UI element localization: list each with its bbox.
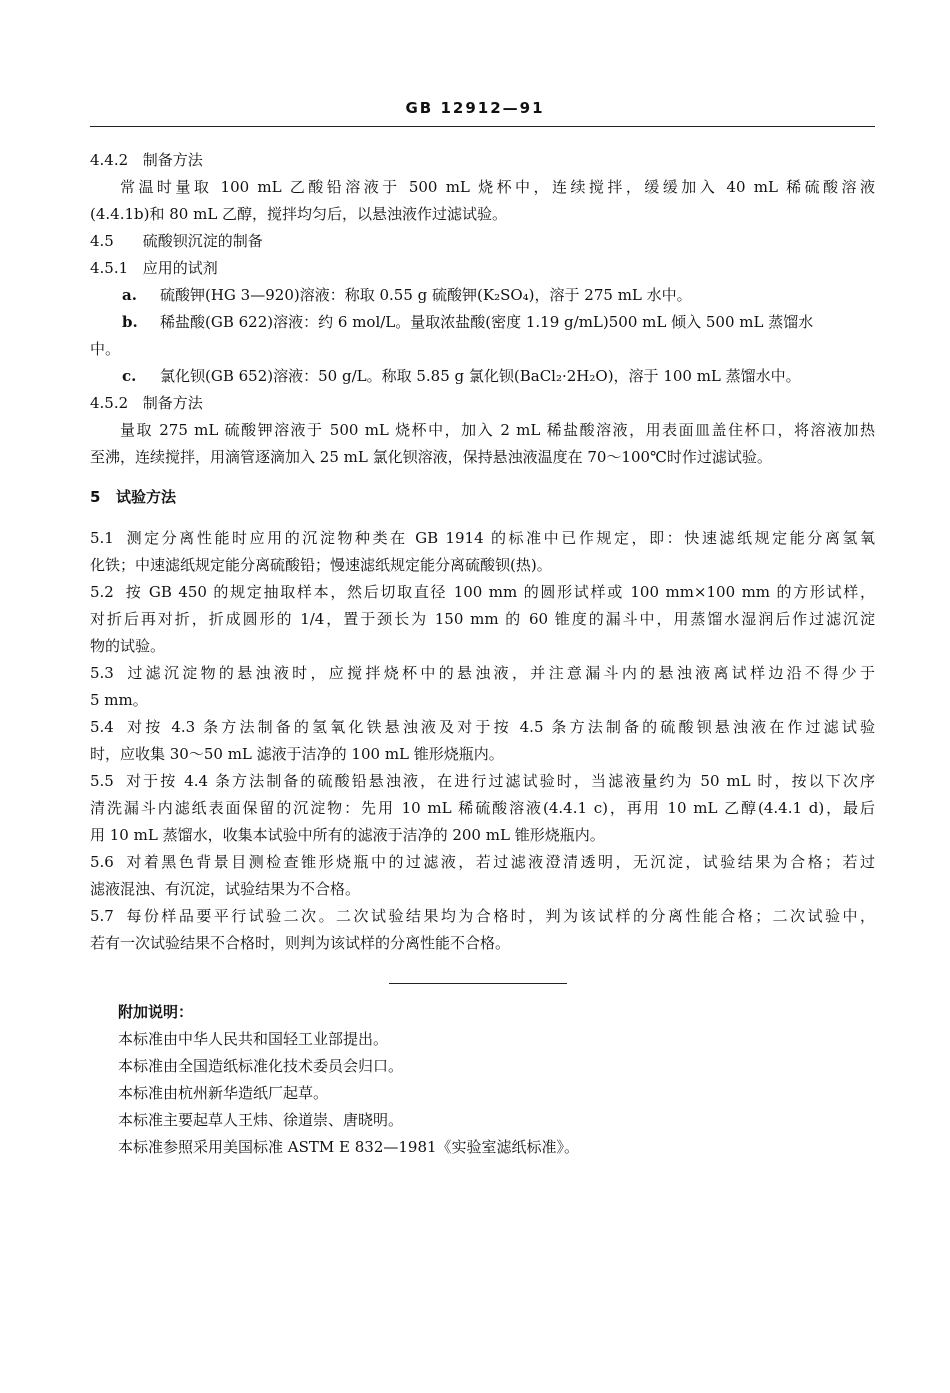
paragraph-line: 清洗漏斗内滤纸表面保留的沉淀物：先用 10 mL 稀硫酸溶液(4.4.1 c)，再用 10 mL 乙醇(4.4.1 d)，最后	[90, 799, 875, 817]
heading-5	[90, 487, 875, 507]
clause-5-2-line	[90, 582, 875, 602]
note-item: 本标准由杭州新华造纸厂起草。	[118, 1084, 329, 1102]
section-number: 4.4.2	[90, 151, 129, 169]
clause-5-6-line	[90, 852, 875, 872]
clause-5-1-line	[90, 528, 875, 548]
clause-number: 5.1	[90, 529, 114, 547]
paragraph-line: 至沸，连续搅拌，用滴管逐滴加入 25 mL 氯化钡溶液，保持悬浊液温度在 70～100℃时作过滤试验。	[90, 448, 772, 466]
reagent-item-b	[122, 312, 875, 332]
paragraph-line: 常温时量取 100 mL 乙酸铅溶液于 500 mL 烧杯中，连续搅拌，缓缓加入 40 mL 稀硫酸溶液	[120, 178, 875, 196]
paragraph-line: 中。	[90, 340, 121, 358]
note-item: 本标准主要起草人王炜、徐道崇、唐晓明。	[118, 1111, 404, 1129]
note-item: 本标准参照采用美国标准 ASTM E 832—1981《实验室滤纸标准》。	[118, 1138, 580, 1156]
paragraph-line: 量取 275 mL 硫酸钾溶液于 500 mL 烧杯中，加入 2 mL 稀盐酸溶液，用表面皿盖住杯口，将溶液加热	[120, 421, 875, 439]
item-text: 稀盐酸(GB 622)溶液：约 6 mol/L。量取浓盐酸(密度 1.19 g/mL)500 mL 倾入 500 mL 蒸馏水	[160, 313, 814, 331]
section-title: 制备方法	[142, 394, 203, 412]
section-title: 应用的试剂	[142, 259, 218, 277]
item-text: 氯化钡(GB 652)溶液：50 g/L。称取 5.85 g 氯化钡(BaCl₂·2H₂O)，溶于 100 mL 蒸馏水中。	[160, 367, 801, 385]
paragraph-line: 若有一次试验结果不合格时，则判为该试样的分离性能不合格。	[90, 934, 511, 952]
clause-number: 5.4	[90, 718, 114, 736]
section-number: 4.5.2	[90, 394, 129, 412]
section-number: 5	[90, 488, 101, 506]
paragraph-line: 5 mm。	[90, 691, 148, 709]
clause-5-5-line	[90, 771, 875, 791]
clause-text: 对着黑色背景目测检查锥形烧瓶中的过滤液，若过滤液澄清透明，无沉淀，试验结果为合格；若过	[124, 853, 875, 871]
clause-text: 按 GB 450 的规定抽取样本，然后切取直径 100 mm 的圆形试样或 100 mm×100 mm 的方形试样，	[124, 583, 875, 601]
note-item: 本标准由全国造纸标准化技术委员会归口。	[118, 1057, 404, 1075]
clause-text: 每份样品要平行试验二次。二次试验结果均为合格时，判为该试样的分离性能合格；二次试验中，	[124, 907, 875, 925]
section-title: 制备方法	[142, 151, 203, 169]
paragraph-line: 对折后再对折，折成圆形的 1/4，置于颈长为 150 mm 的 60 锥度的漏斗中，用蒸馏水湿润后作过滤沉淀	[90, 610, 875, 628]
clause-text: 对按 4.3 条方法制备的氢氧化铁悬浊液及对于按 4.5 条方法制备的硫酸钡悬浊液在作过滤试验	[124, 718, 875, 736]
clause-text: 测定分离性能时应用的沉淀物种类在 GB 1914 的标准中已作规定，即：快速滤纸规定能分离氢氧	[124, 529, 875, 547]
heading-4-5-1	[90, 258, 875, 278]
item-label: c.	[122, 367, 137, 385]
end-rule	[389, 983, 567, 984]
clause-text: 对于按 4.4 条方法制备的硫酸铅悬浊液，在进行过滤试验时，当滤液量约为 50 mL 时，按以下次序	[124, 772, 875, 790]
note-item: 本标准由中华人民共和国轻工业部提出。	[118, 1030, 389, 1048]
paragraph-line: 滤液混浊、有沉淀，试验结果为不合格。	[90, 880, 361, 898]
item-text: 硫酸钾(HG 3—920)溶液：称取 0.55 g 硫酸钾(K₂SO₄)，溶于 275 mL 水中。	[160, 286, 692, 304]
clause-number: 5.6	[90, 853, 114, 871]
reagent-item-a	[122, 285, 875, 305]
section-number: 4.5.1	[90, 259, 129, 277]
paragraph-line: 化铁；中速滤纸规定能分离硫酸铅；慢速滤纸规定能分离硫酸钡(热)。	[90, 556, 552, 574]
item-label: a.	[122, 286, 137, 304]
clause-number: 5.3	[90, 664, 114, 682]
paragraph-line: (4.4.1b)和 80 mL 乙醇，搅拌均匀后，以悬浊液作过滤试验。	[90, 205, 508, 223]
clause-5-7-line	[90, 906, 875, 926]
standard-code-header: GB 12912—91	[405, 99, 545, 117]
header-rule	[90, 126, 875, 127]
paragraph-line: 时，应收集 30～50 mL 滤液于洁净的 100 mL 锥形烧瓶内。	[90, 745, 504, 763]
clause-number: 5.2	[90, 583, 114, 601]
item-label: b.	[122, 313, 138, 331]
section-title: 硫酸钡沉淀的制备	[142, 232, 263, 250]
heading-4-4-2	[90, 150, 875, 170]
paragraph-line: 物的试验。	[90, 637, 166, 655]
heading-4-5-2	[90, 393, 875, 413]
clause-text: 过滤沉淀物的悬浊液时，应搅拌烧杯中的悬浊液，并注意漏斗内的悬浊液离试样边沿不得少于	[124, 664, 875, 682]
notes-title: 附加说明：	[118, 1003, 194, 1021]
clause-5-4-line	[90, 717, 875, 737]
clause-number: 5.7	[90, 907, 114, 925]
clause-number: 5.5	[90, 772, 114, 790]
clause-5-3-line	[90, 663, 875, 683]
section-title: 试验方法	[116, 488, 177, 506]
section-number: 4.5	[90, 232, 114, 250]
reagent-item-c	[122, 366, 875, 386]
heading-4-5	[90, 231, 875, 251]
paragraph-line: 用 10 mL 蒸馏水，收集本试验中所有的滤液于洁净的 200 mL 锥形烧瓶内。	[90, 826, 605, 844]
